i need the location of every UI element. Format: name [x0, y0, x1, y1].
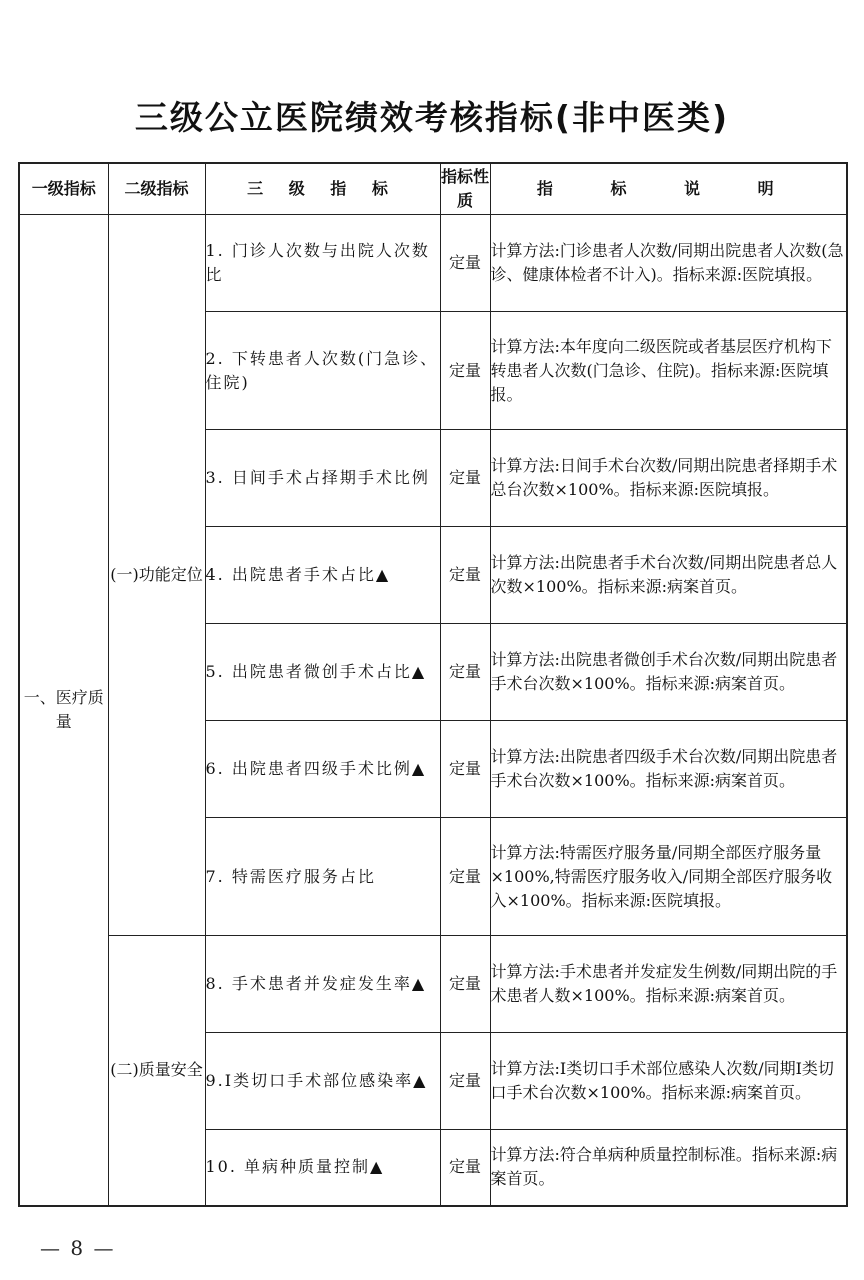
indicator-name: 3. 日间手术占择期手术比例 [205, 430, 440, 527]
indicator-description: 计算方法:出院患者四级手术台次数/同期出院患者手术台次数×100%。指标来源:病案首页。 [490, 721, 847, 818]
header-level1: 一级指标 [19, 163, 108, 215]
header-level2: 二级指标 [108, 163, 205, 215]
indicator-name: 2. 下转患者人次数(门急诊、住院) [205, 312, 440, 430]
indicator-nature: 定量 [440, 1130, 490, 1206]
indicator-nature: 定量 [440, 936, 490, 1033]
header-nature: 指标性质 [440, 163, 490, 215]
indicator-nature: 定量 [440, 721, 490, 818]
indicator-name: 7. 特需医疗服务占比 [205, 818, 440, 936]
indicator-description: 计算方法:符合单病种质量控制标准。指标来源:病案首页。 [490, 1130, 847, 1206]
indicator-table [18, 162, 848, 1207]
page-title: 三级公立医院绩效考核指标(非中医类) [134, 98, 730, 137]
level1-cell: 一、医疗质量 [19, 215, 108, 1206]
indicator-name: 4. 出院患者手术占比▲ [205, 527, 440, 624]
indicator-description: 计算方法:日间手术台次数/同期出院患者择期手术总台次数×100%。指标来源:医院填报。 [490, 430, 847, 527]
indicator-nature: 定量 [440, 624, 490, 721]
header-level3: 三 级 指 标 [205, 163, 440, 215]
indicator-name: 1. 门诊人次数与出院人次数比 [205, 215, 440, 312]
indicator-description: 计算方法:Ⅰ类切口手术部位感染人次数/同期Ⅰ类切口手术台次数×100%。指标来源:病案首页。 [490, 1033, 847, 1130]
indicator-nature: 定量 [440, 527, 490, 624]
indicator-name: 8. 手术患者并发症发生率▲ [205, 936, 440, 1033]
indicator-name: 9.Ⅰ类切口手术部位感染率▲ [205, 1033, 440, 1130]
page-number: — 8 — [40, 1236, 116, 1260]
indicator-nature: 定量 [440, 818, 490, 936]
header-description: 指 标 说 明 [490, 163, 847, 215]
indicator-description: 计算方法:手术患者并发症发生例数/同期出院的手术患者人数×100%。指标来源:病案首页。 [490, 936, 847, 1033]
indicator-nature: 定量 [440, 312, 490, 430]
indicator-name: 5. 出院患者微创手术占比▲ [205, 624, 440, 721]
indicator-nature: 定量 [440, 430, 490, 527]
level2-cell: (二)质量安全 [108, 936, 205, 1206]
indicator-description: 计算方法:本年度向二级医院或者基层医疗机构下转患者人次数(门急诊、住院)。指标来源:医院填报。 [490, 312, 847, 430]
table-row [19, 936, 847, 1033]
level2-cell: (一)功能定位 [108, 215, 205, 936]
indicator-name: 6. 出院患者四级手术比例▲ [205, 721, 440, 818]
indicator-description: 计算方法:门诊患者人次数/同期出院患者人次数(急诊、健康体检者不计入)。指标来源:医院填报。 [490, 215, 847, 312]
table-header-row [19, 163, 847, 215]
indicator-description: 计算方法:出院患者手术台次数/同期出院患者总人次数×100%。指标来源:病案首页。 [490, 527, 847, 624]
indicator-name: 10. 单病种质量控制▲ [205, 1130, 440, 1206]
indicator-nature: 定量 [440, 215, 490, 312]
indicator-description: 计算方法:特需医疗服务量/同期全部医疗服务量×100%,特需医疗服务收入/同期全部医疗服务收入×100%。指标来源:医院填报。 [490, 818, 847, 936]
indicator-description: 计算方法:出院患者微创手术台次数/同期出院患者手术台次数×100%。指标来源:病案首页。 [490, 624, 847, 721]
indicator-nature: 定量 [440, 1033, 490, 1130]
table-row [19, 215, 847, 312]
